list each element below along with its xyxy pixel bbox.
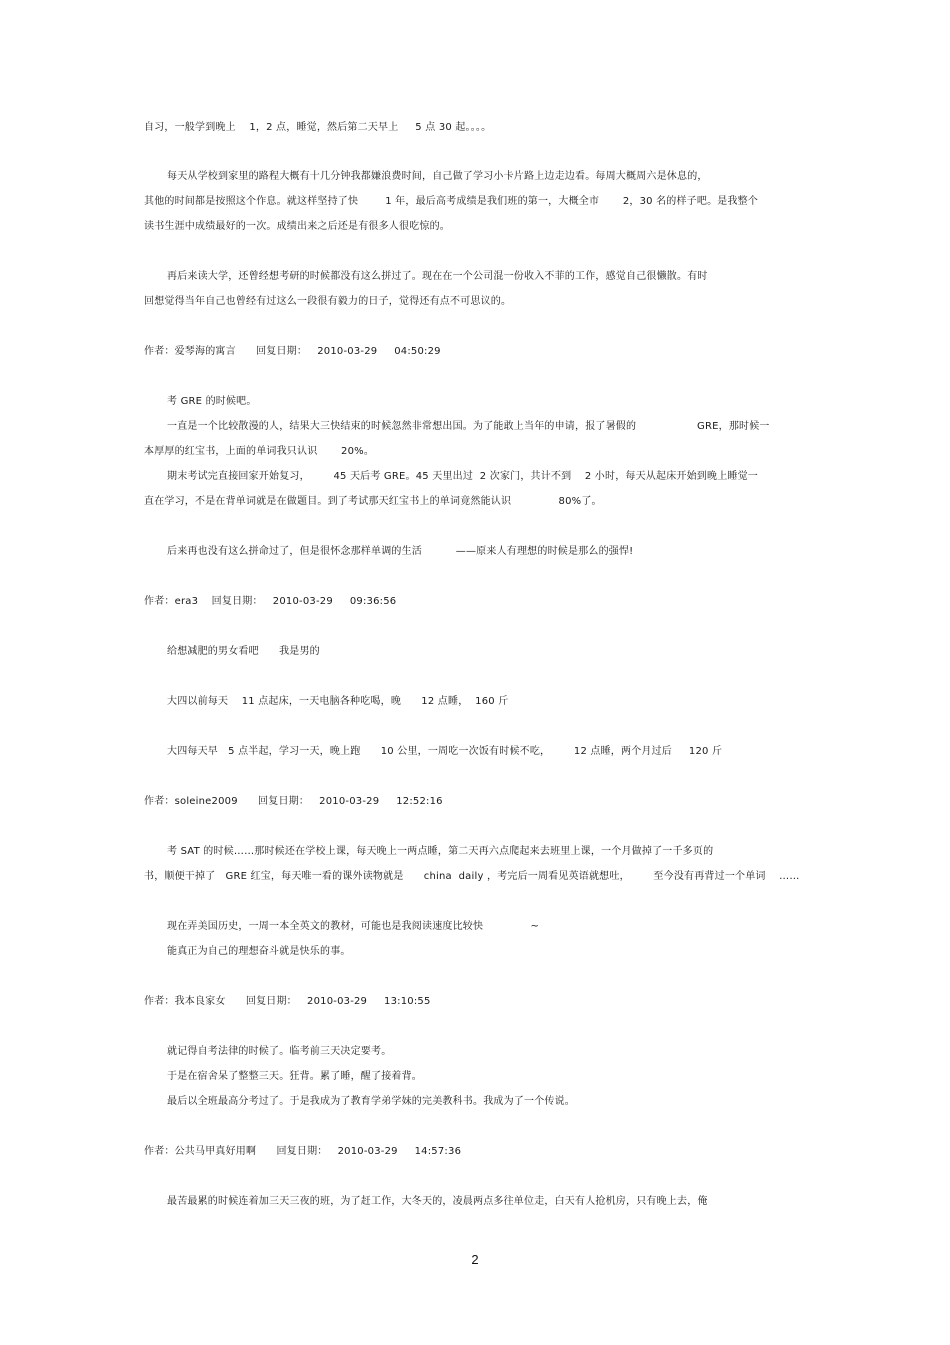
reply-author-line: 作者：era3 回复日期： 2010-03-29 09:36:56 [144, 596, 397, 607]
text-line: 书，顺便干掉了 GRE 红宝，每天唯一看的课外读物就是 china daily ，考完后一周看见英语就想吐， 至今没有再背过一个单词 …… [144, 871, 800, 882]
text-line: 其他的时间都是按照这个作息。就这样坚持了快 1 年，最后高考成绩是我们班的第一，大概全市 2，30 名的样子吧。是我整个 [144, 196, 759, 207]
text-line: 再后来读大学，还曾经想考研的时候都没有这么拼过了。现在在一个公司混一份收入不菲的工作，感觉自己很懒散。有时 [167, 271, 708, 282]
text-line: 给想减肥的男女看吧 我是男的 [167, 646, 320, 657]
text-line: 直在学习，不是在背单词就是在做题目。到了考试那天红宝书上的单词竟然能认识 80%了。 [144, 496, 602, 507]
text-line: 最后以全班最高分考过了。于是我成为了教育学弟学妹的完美教科书。我成为了一个传说。 [167, 1096, 575, 1107]
text-line: 读书生涯中成绩最好的一次。成绩出来之后还是有很多人很吃惊的。 [144, 221, 450, 232]
text-line: 现在弄美国历史，一周一本全英文的教材，可能也是我阅读速度比较快 ~ [167, 921, 540, 932]
reply-author-line: 作者：我本良家女 回复日期： 2010-03-29 13:10:55 [144, 996, 431, 1007]
text-line: 回想觉得当年自己也曾经有过这么一段很有毅力的日子，觉得还有点不可思议的。 [144, 296, 512, 307]
reply-author-line: 作者：soleine2009 回复日期： 2010-03-29 12:52:16 [144, 796, 443, 807]
text-line: 于是在宿舍呆了整整三天。狂背。累了睡，醒了接着背。 [167, 1071, 422, 1082]
reply-author-line: 作者：公共马甲真好用啊 回复日期： 2010-03-29 14:57:36 [144, 1146, 462, 1157]
text-line: 大四每天早 5 点半起，学习一天，晚上跑 10 公里，一周吃一次饭有时候不吃， 12 点睡，两个月过后 120 斤 [167, 746, 723, 757]
text-line: 期末考试完直接回家开始复习， 45 天后考 GRE。45 天里出过 2 次家门，共计不到 2 小时，每天从起床开始到晚上睡觉一 [167, 471, 759, 482]
page-number: 2 [471, 1252, 479, 1267]
text-line: 每天从学校到家里的路程大概有十几分钟我都嫌浪费时间，自己做了学习小卡片路上边走边看。每周大概周六是休息的， [167, 171, 708, 182]
text-line: 最苦最累的时候连着加三天三夜的班，为了赶工作，大冬天的，凌晨两点多往单位走，白天有人抢机房，只有晚上去，俺 [167, 1196, 708, 1207]
reply-author-line: 作者：爱琴海的寓言 回复日期： 2010-03-29 04:50:29 [144, 346, 441, 357]
text-line: 大四以前每天 11 点起床，一天电脑各种吃喝，晚 12 点睡， 160 斤 [167, 696, 509, 707]
text-line: 考 SAT 的时候……那时候还在学校上课，每天晚上一两点睡，第二天再六点爬起来去班里上课，一个月做掉了一千多页的 [167, 846, 714, 857]
text-line: 能真正为自己的理想奋斗就是快乐的事。 [167, 946, 351, 957]
text-line: 一直是一个比较散漫的人，结果大三快结束的时候忽然非常想出国。为了能敢上当年的申请，报了暑假的 GRE，那时候一 [167, 421, 770, 432]
text-line: 自习，一般学到晚上 1，2 点，睡觉，然后第二天早上 5 点 30 起。。。。 [144, 122, 492, 133]
text-line: 后来再也没有这么拼命过了，但是很怀念那样单调的生活 ——原来人有理想的时候是那么的强悍! [167, 546, 634, 557]
text-line: 本厚厚的红宝书，上面的单词我只认识 20%。 [144, 446, 375, 457]
text-line: 就记得自考法律的时候了。临考前三天决定要考。 [167, 1046, 392, 1057]
text-line: 考 GRE 的时候吧。 [167, 396, 257, 407]
